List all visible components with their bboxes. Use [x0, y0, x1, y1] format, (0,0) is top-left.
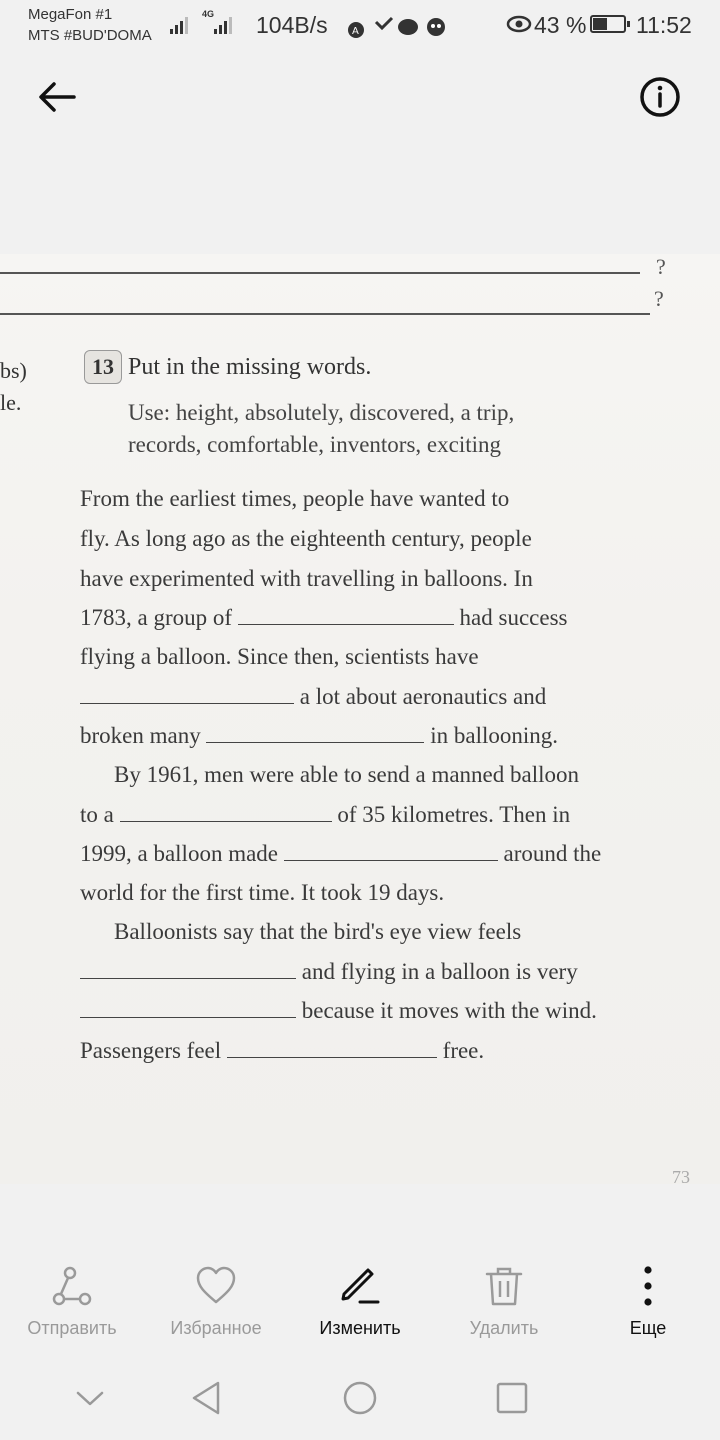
- answer-blank: [80, 686, 294, 704]
- photo-viewer-image[interactable]: [0, 254, 720, 1184]
- text-line: world for the first time. It took 19 days.: [80, 880, 445, 905]
- pencil-icon: [338, 1264, 382, 1308]
- text-line: a lot about aeronautics and: [80, 684, 546, 710]
- answer-blank: [120, 804, 332, 822]
- exercise-title: Put in the missing words.: [128, 354, 372, 380]
- answer-line: [0, 272, 640, 274]
- word-bank-line: Use: height, absolutely, discovered, a trip,: [128, 400, 515, 425]
- signal-strength-icon: [170, 14, 188, 34]
- more-vertical-icon: [626, 1264, 670, 1308]
- delete-label: Удалить: [469, 1318, 539, 1338]
- margin-text: le.: [0, 390, 22, 415]
- text-line: flying a balloon. Since then, scientists have: [80, 644, 479, 669]
- text-line: and flying in a balloon is very: [80, 959, 578, 985]
- circle-home-icon: [341, 1379, 379, 1417]
- battery-level: [593, 18, 607, 30]
- trash-icon: [482, 1264, 526, 1308]
- word-bank-line: records, comfortable, inventors, exciting: [128, 432, 501, 457]
- carrier-name-2: MTS #BUD'DOMA: [28, 27, 152, 44]
- battery-icon: [590, 15, 626, 33]
- question-mark: ?: [656, 254, 666, 279]
- question-mark: ?: [654, 286, 664, 311]
- nav-back-button[interactable]: [176, 1368, 236, 1428]
- favorite-button[interactable]: [146, 1262, 286, 1339]
- text-line: because it moves with the wind.: [80, 998, 597, 1024]
- text-line: fly. As long ago as the eighteenth century, people: [80, 526, 532, 551]
- system-navigation-bar: [0, 1368, 720, 1428]
- signal-strength-icon-2: [214, 14, 232, 34]
- notification-icons: [346, 14, 456, 46]
- text-line: Balloonists say that the bird's eye view feels: [114, 919, 522, 944]
- answer-blank: [80, 1000, 296, 1018]
- answer-blank: [206, 725, 424, 743]
- text-line: broken many in ballooning.: [80, 723, 558, 748]
- back-button[interactable]: [30, 70, 86, 126]
- clock: 11:52: [636, 12, 692, 38]
- answer-line: [0, 313, 650, 315]
- svg-text:A: A: [352, 26, 361, 37]
- send-button[interactable]: [2, 1262, 142, 1339]
- nav-recents-button[interactable]: [482, 1368, 542, 1428]
- text-line: From the earliest times, people have wanted to: [80, 486, 510, 511]
- nav-home-button[interactable]: [330, 1368, 390, 1428]
- more-button[interactable]: [578, 1262, 718, 1339]
- arrow-left-icon: [30, 70, 86, 126]
- text-line: Passengers feel free.: [80, 1038, 485, 1063]
- square-recents-icon: [495, 1381, 529, 1415]
- info-button[interactable]: [632, 70, 688, 126]
- answer-blank: [227, 1040, 437, 1058]
- share-icon: [50, 1264, 94, 1308]
- edit-label: Изменить: [319, 1318, 401, 1338]
- status-bar: [0, 0, 720, 56]
- triangle-back-icon: [189, 1379, 223, 1417]
- delete-button[interactable]: [434, 1262, 574, 1339]
- eye-comfort-icon: [506, 12, 532, 40]
- favorite-label: Избранное: [170, 1318, 262, 1338]
- battery-percent: 43 %: [534, 12, 587, 38]
- more-label: Еще: [629, 1318, 667, 1338]
- answer-blank: [80, 961, 296, 979]
- network-type: 4G: [202, 9, 215, 19]
- text-line: 1999, a balloon made around the: [80, 841, 602, 866]
- send-label: Отправить: [27, 1318, 117, 1338]
- text-line: By 1961, men were able to send a manned balloon: [114, 762, 579, 787]
- text-line: 1783, a group of had success: [80, 605, 568, 630]
- heart-icon: [194, 1264, 238, 1308]
- margin-text: bs): [0, 358, 27, 383]
- answer-blank: [284, 843, 498, 861]
- page-number: 73: [672, 1167, 690, 1184]
- info-icon: [632, 70, 688, 126]
- edit-button[interactable]: [290, 1262, 430, 1339]
- chevron-down-icon: [75, 1388, 105, 1408]
- exercise-number: 13: [84, 350, 122, 384]
- photo-action-bar: [0, 1262, 720, 1352]
- network-speed: 104B/s: [256, 12, 328, 38]
- hide-navbar-button[interactable]: [60, 1368, 120, 1428]
- text-line: to a of 35 kilometres. Then in: [80, 802, 571, 827]
- answer-blank: [238, 607, 454, 625]
- text-line: have experimented with travelling in balloons. In: [80, 566, 533, 591]
- carrier-name-1: MegaFon #1: [28, 6, 113, 23]
